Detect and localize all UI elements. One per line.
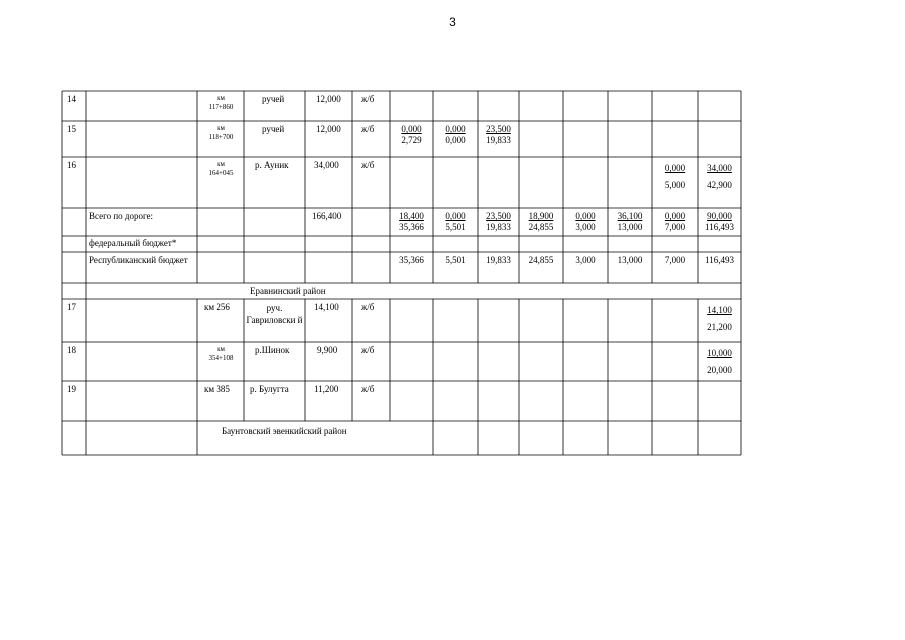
bridge-type: ж/б [361,384,375,394]
total-value: 0,000 5,501 [445,211,466,232]
object-name: р. Ауник [255,160,289,170]
row-number: 15 [67,124,76,134]
km-marker: км 117+860 [208,94,234,111]
value-cell: 0,000 5,000 [664,163,686,190]
row-number: 16 [67,160,76,170]
budget-value: 24,855 [528,255,554,265]
budget-value: 3,000 [575,255,596,265]
total-value: 0,000 7,000 [664,211,686,232]
page-number: 3 [449,15,456,29]
length-value: 12,000 [316,94,341,104]
length-value: 34,000 [314,160,339,170]
budget-value: 19,833 [486,255,511,265]
total-value: 36,100 13,000 [617,211,643,232]
row-number: 17 [67,302,76,312]
bridge-type: ж/б [361,94,375,104]
total-value: 0,000 3,000 [575,211,596,232]
length-value: 11,200 [314,384,339,394]
value-cell: 0,000 2,729 [401,124,422,145]
km-marker: км 256 [204,302,230,312]
km-marker: км 118+700 [208,124,234,141]
length-value: 12,000 [316,124,341,134]
republican-budget-label: Республиканский бюджет [89,255,188,265]
total-value: 23,500 19,833 [486,211,511,232]
budget-value: 35,366 [399,255,424,265]
value-cell: 10,000 20,000 [707,348,732,375]
budget-value: 116,493 [705,255,734,265]
bridge-type: ж/б [361,124,375,134]
total-length: 166,400 [312,211,342,221]
bridge-type: ж/б [361,302,375,312]
bridge-type: ж/б [361,345,375,355]
budget-value: 5,501 [445,255,466,265]
row-number: 18 [67,345,76,355]
budget-value: 7,000 [664,255,686,265]
total-value: 18,400 35,366 [399,211,424,232]
budget-value: 13,000 [617,255,643,265]
value-cell: 14,100 21,200 [707,305,732,332]
section-header: Баунтовский эвенкийский район [222,426,347,436]
object-name: ручей [262,124,285,134]
value-cell: 34,000 42,900 [707,163,732,190]
km-marker: км 354+108 [208,345,234,362]
total-value: 90,000 116,493 [705,211,734,232]
row-number: 19 [67,384,76,394]
total-label: Всего по дороге: [89,211,154,221]
km-marker: км 164+045 [208,160,234,177]
km-marker: км 385 [204,384,230,394]
object-name: руч. Гавриловски й [246,303,303,325]
length-value: 14,100 [314,302,339,312]
object-name: р.Шинок [255,345,290,355]
federal-budget-label: федеральный бюджет* [89,238,177,248]
object-name: ручей [262,94,285,104]
section-header: Еравнинский район [250,286,326,296]
length-value: 9,900 [317,345,338,355]
bridge-type: ж/б [361,160,375,170]
value-cell: 0,000 0,000 [445,124,466,145]
object-name: р. Булугта [250,384,289,394]
total-value: 18,900 24,855 [528,211,554,232]
value-cell: 23,500 19,833 [486,124,511,145]
row-number: 14 [67,94,76,104]
